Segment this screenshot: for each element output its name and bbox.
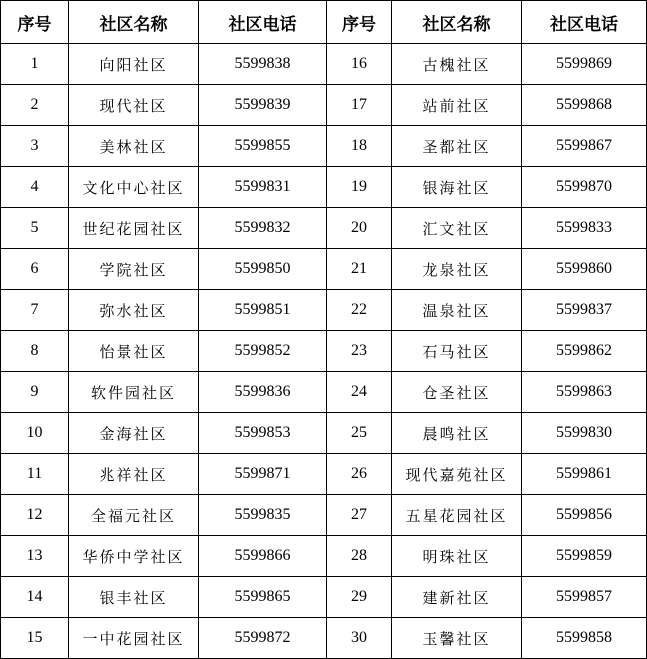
seq-cell-left: 12 — [1, 495, 69, 536]
seq-cell-left: 15 — [1, 618, 69, 659]
seq-cell-left: 10 — [1, 413, 69, 454]
phone-cell-right: 5599859 — [522, 536, 647, 577]
seq-cell-right: 17 — [327, 85, 392, 126]
seq-cell-right: 20 — [327, 208, 392, 249]
table-row — [1, 249, 647, 290]
phone-cell-left: 5599832 — [199, 208, 327, 249]
header-seq-right: 序号 — [327, 1, 392, 44]
phone-cell-right: 5599830 — [522, 413, 647, 454]
header-row — [1, 1, 647, 44]
seq-cell-left: 11 — [1, 454, 69, 495]
name-cell-left: 弥水社区 — [69, 290, 199, 331]
seq-cell-right: 30 — [327, 618, 392, 659]
phone-cell-left: 5599852 — [199, 331, 327, 372]
name-cell-right: 五星花园社区 — [392, 495, 522, 536]
seq-cell-left: 6 — [1, 249, 69, 290]
name-cell-right: 圣都社区 — [392, 126, 522, 167]
seq-cell-right: 27 — [327, 495, 392, 536]
phone-cell-left: 5599871 — [199, 454, 327, 495]
table-row — [1, 331, 647, 372]
phone-cell-right: 5599870 — [522, 167, 647, 208]
name-cell-left: 一中花园社区 — [69, 618, 199, 659]
phone-cell-left: 5599853 — [199, 413, 327, 454]
name-cell-left: 银丰社区 — [69, 577, 199, 618]
seq-cell-right: 25 — [327, 413, 392, 454]
header-seq-left: 序号 — [1, 1, 69, 44]
name-cell-right: 仓圣社区 — [392, 372, 522, 413]
name-cell-right: 建新社区 — [392, 577, 522, 618]
seq-cell-right: 28 — [327, 536, 392, 577]
table-row — [1, 536, 647, 577]
phone-cell-left: 5599839 — [199, 85, 327, 126]
name-cell-left: 向阳社区 — [69, 44, 199, 85]
name-cell-right: 龙泉社区 — [392, 249, 522, 290]
name-cell-right: 玉馨社区 — [392, 618, 522, 659]
table-row — [1, 208, 647, 249]
header-name-right: 社区名称 — [392, 1, 522, 44]
table-body — [1, 44, 647, 659]
name-cell-left: 怡景社区 — [69, 331, 199, 372]
seq-cell-right: 24 — [327, 372, 392, 413]
seq-cell-right: 26 — [327, 454, 392, 495]
seq-cell-right: 16 — [327, 44, 392, 85]
name-cell-right: 古槐社区 — [392, 44, 522, 85]
table-row — [1, 290, 647, 331]
seq-cell-left: 2 — [1, 85, 69, 126]
seq-cell-right: 21 — [327, 249, 392, 290]
seq-cell-left: 4 — [1, 167, 69, 208]
phone-cell-left: 5599836 — [199, 372, 327, 413]
table-row — [1, 167, 647, 208]
seq-cell-left: 7 — [1, 290, 69, 331]
phone-cell-left: 5599865 — [199, 577, 327, 618]
table-row — [1, 577, 647, 618]
table-row — [1, 44, 647, 85]
seq-cell-right: 29 — [327, 577, 392, 618]
phone-cell-right: 5599833 — [522, 208, 647, 249]
name-cell-left: 世纪花园社区 — [69, 208, 199, 249]
seq-cell-left: 3 — [1, 126, 69, 167]
seq-cell-right: 19 — [327, 167, 392, 208]
seq-cell-left: 13 — [1, 536, 69, 577]
phone-cell-left: 5599866 — [199, 536, 327, 577]
name-cell-left: 全福元社区 — [69, 495, 199, 536]
name-cell-right: 站前社区 — [392, 85, 522, 126]
phone-cell-right: 5599857 — [522, 577, 647, 618]
phone-cell-right: 5599862 — [522, 331, 647, 372]
table-row — [1, 495, 647, 536]
phone-cell-left: 5599835 — [199, 495, 327, 536]
phone-cell-right: 5599869 — [522, 44, 647, 85]
name-cell-left: 美林社区 — [69, 126, 199, 167]
name-cell-right: 银海社区 — [392, 167, 522, 208]
name-cell-left: 学院社区 — [69, 249, 199, 290]
name-cell-left: 兆祥社区 — [69, 454, 199, 495]
seq-cell-right: 18 — [327, 126, 392, 167]
name-cell-right: 汇文社区 — [392, 208, 522, 249]
phone-cell-right: 5599837 — [522, 290, 647, 331]
name-cell-left: 华侨中学社区 — [69, 536, 199, 577]
seq-cell-right: 22 — [327, 290, 392, 331]
phone-cell-left: 5599851 — [199, 290, 327, 331]
phone-cell-right: 5599861 — [522, 454, 647, 495]
name-cell-left: 现代社区 — [69, 85, 199, 126]
phone-cell-right: 5599868 — [522, 85, 647, 126]
phone-cell-left: 5599850 — [199, 249, 327, 290]
name-cell-right: 温泉社区 — [392, 290, 522, 331]
table-row — [1, 372, 647, 413]
table-row — [1, 413, 647, 454]
name-cell-right: 晨鸣社区 — [392, 413, 522, 454]
seq-cell-right: 23 — [327, 331, 392, 372]
name-cell-right: 石马社区 — [392, 331, 522, 372]
seq-cell-left: 1 — [1, 44, 69, 85]
name-cell-right: 明珠社区 — [392, 536, 522, 577]
seq-cell-left: 14 — [1, 577, 69, 618]
phone-cell-right: 5599858 — [522, 618, 647, 659]
phone-cell-right: 5599860 — [522, 249, 647, 290]
header-name-left: 社区名称 — [69, 1, 199, 44]
table-row — [1, 454, 647, 495]
seq-cell-left: 5 — [1, 208, 69, 249]
table-row — [1, 126, 647, 167]
phone-cell-left: 5599838 — [199, 44, 327, 85]
name-cell-left: 文化中心社区 — [69, 167, 199, 208]
name-cell-left: 软件园社区 — [69, 372, 199, 413]
phone-cell-left: 5599855 — [199, 126, 327, 167]
name-cell-left: 金海社区 — [69, 413, 199, 454]
name-cell-right: 现代嘉苑社区 — [392, 454, 522, 495]
phone-cell-right: 5599863 — [522, 372, 647, 413]
phone-cell-left: 5599872 — [199, 618, 327, 659]
table-row — [1, 618, 647, 659]
phone-cell-right: 5599867 — [522, 126, 647, 167]
table-row — [1, 85, 647, 126]
seq-cell-left: 9 — [1, 372, 69, 413]
header-phone-left: 社区电话 — [199, 1, 327, 44]
seq-cell-left: 8 — [1, 331, 69, 372]
phone-cell-right: 5599856 — [522, 495, 647, 536]
header-phone-right: 社区电话 — [522, 1, 647, 44]
phone-cell-left: 5599831 — [199, 167, 327, 208]
